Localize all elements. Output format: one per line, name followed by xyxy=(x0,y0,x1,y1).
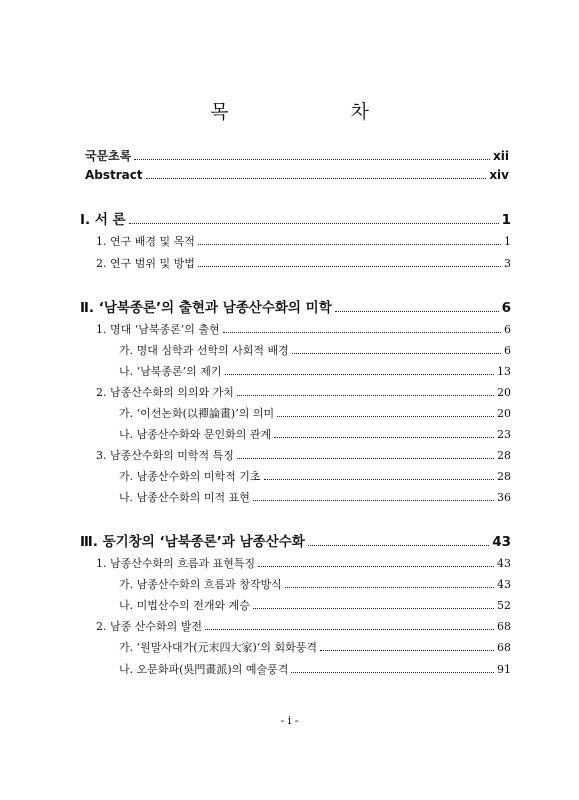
dot-leader xyxy=(308,545,489,546)
toc-entry-page: 20 xyxy=(497,407,511,420)
toc-entry[interactable] xyxy=(119,639,511,655)
toc-entry-label: 가. ‘원말사대가(元末四大家)’의 회화풍격 xyxy=(119,641,317,654)
toc-entry-label: 1. 명대 ‘남북종론’의 출현 xyxy=(96,323,220,336)
toc-entry-label: 가. 남종산수화의 흐름과 창작방식 xyxy=(119,578,282,591)
toc-entry-page: 43 xyxy=(497,557,511,570)
toc-entry[interactable] xyxy=(96,555,511,571)
dot-leader xyxy=(253,608,494,609)
toc-entry-page: 52 xyxy=(497,599,511,612)
dot-leader xyxy=(146,178,487,179)
toc-entry-front[interactable] xyxy=(85,147,509,164)
toc-entry-label: 1. 연구 배경 및 목적 xyxy=(96,235,195,248)
toc-entry-label: 나. 남종산수화와 문인화의 관계 xyxy=(119,428,272,441)
dot-leader xyxy=(225,374,495,375)
dot-leader xyxy=(134,159,490,160)
toc-entry-page: 1 xyxy=(504,235,511,248)
toc-entry-page: 1 xyxy=(501,212,511,228)
toc-entry-label: 2. 남종 산수화의 발전 xyxy=(96,620,202,633)
toc-entry-page: 13 xyxy=(497,365,511,378)
toc-entry-page: 43 xyxy=(497,578,511,591)
toc-entry[interactable] xyxy=(119,661,511,677)
toc-chapter-heading[interactable] xyxy=(80,296,511,316)
toc-entry[interactable] xyxy=(119,489,511,505)
toc-entry[interactable] xyxy=(119,576,511,592)
toc-entry-label: 국문초록 xyxy=(85,149,132,163)
dot-leader xyxy=(291,672,494,673)
toc-entry-page: 28 xyxy=(497,449,511,462)
toc-entry-label: 가. 명대 심학과 선학의 사회적 배경 xyxy=(119,344,289,357)
toc-entry-label: 나. ‘남북종론’의 제기 xyxy=(119,365,222,378)
toc-title: 목 차 xyxy=(210,101,427,123)
dot-leader xyxy=(277,416,494,417)
toc-entry-label: Ⅱ. ‘남북종론’의 출현과 남종산수화의 미학 xyxy=(80,300,332,316)
toc-entry-label: 1. 남종산수화의 흐름과 표현특징 xyxy=(96,557,256,570)
toc-entry[interactable] xyxy=(119,597,511,613)
dot-leader xyxy=(237,395,494,396)
toc-entry-label: 2. 연구 범위 및 방법 xyxy=(96,257,195,270)
toc-entry-page: 20 xyxy=(497,386,511,399)
toc-chapter-heading[interactable] xyxy=(80,530,511,550)
toc-entry-page: xiv xyxy=(489,168,509,182)
dot-leader xyxy=(285,587,494,588)
toc-entry-label: 3. 남종산수화의 미학적 특징 xyxy=(96,449,234,462)
dot-leader xyxy=(198,266,501,267)
toc-entry[interactable] xyxy=(96,384,511,400)
toc-entry-front[interactable] xyxy=(85,168,509,182)
dot-leader xyxy=(264,479,495,480)
toc-entry-page: 36 xyxy=(497,491,511,504)
dot-leader xyxy=(129,223,499,224)
toc-entry[interactable] xyxy=(96,321,511,337)
toc-entry-label: Ⅲ. 동기창의 ‘남북종론’과 남종산수화 xyxy=(80,534,305,550)
toc-entry-page: 68 xyxy=(497,620,511,633)
toc-entry-page: 68 xyxy=(497,641,511,654)
dot-leader xyxy=(292,353,501,354)
dot-leader xyxy=(237,458,494,459)
toc-entry[interactable] xyxy=(119,342,511,358)
toc-entry-page: 6 xyxy=(504,323,511,336)
dot-leader xyxy=(198,244,501,245)
dot-leader xyxy=(320,650,494,651)
toc-entry-page: xii xyxy=(493,149,509,163)
page-number: - i - xyxy=(280,714,299,727)
toc-entry[interactable] xyxy=(119,363,511,379)
toc-entry[interactable] xyxy=(96,447,511,463)
toc-entry[interactable] xyxy=(119,405,511,421)
toc-entry-label: 2. 남종산수화의 의의와 가치 xyxy=(96,386,234,399)
toc-entry-label: 나. 남종산수화의 미적 표현 xyxy=(119,491,250,504)
toc-entry-label: 가. 남종산수화의 미학적 기초 xyxy=(119,470,261,483)
toc-entry-label: Abstract xyxy=(85,168,143,182)
toc-entry-label: 나. 미법산수의 전개와 계승 xyxy=(119,599,250,612)
toc-entry-label: 가. ‘이선논화(以禪論畫)’의 의미 xyxy=(119,407,275,420)
toc-entry[interactable] xyxy=(96,233,511,249)
dot-leader xyxy=(258,566,494,567)
toc-entry-page: 91 xyxy=(497,663,511,676)
toc-entry-page: 23 xyxy=(497,428,511,441)
toc-chapter-heading[interactable] xyxy=(80,208,511,228)
toc-entry-page: 43 xyxy=(492,534,511,550)
toc-entry[interactable] xyxy=(96,618,511,634)
toc-entry[interactable] xyxy=(119,426,511,442)
toc-entry-page: 3 xyxy=(504,257,511,270)
dot-leader xyxy=(274,437,494,438)
dot-leader xyxy=(205,629,494,630)
dot-leader xyxy=(335,311,499,312)
toc-entry[interactable] xyxy=(96,255,511,271)
dot-leader xyxy=(223,332,501,333)
toc-entry-page: 6 xyxy=(501,300,511,316)
toc-entry-label: 나. 오문화파(吳門畫派)의 예술풍격 xyxy=(119,663,289,676)
toc-entry[interactable] xyxy=(119,468,511,484)
toc-entry-label: Ⅰ. 서 론 xyxy=(80,212,126,228)
toc-entry-page: 28 xyxy=(497,470,511,483)
dot-leader xyxy=(253,500,494,501)
toc-entry-page: 6 xyxy=(504,344,511,357)
